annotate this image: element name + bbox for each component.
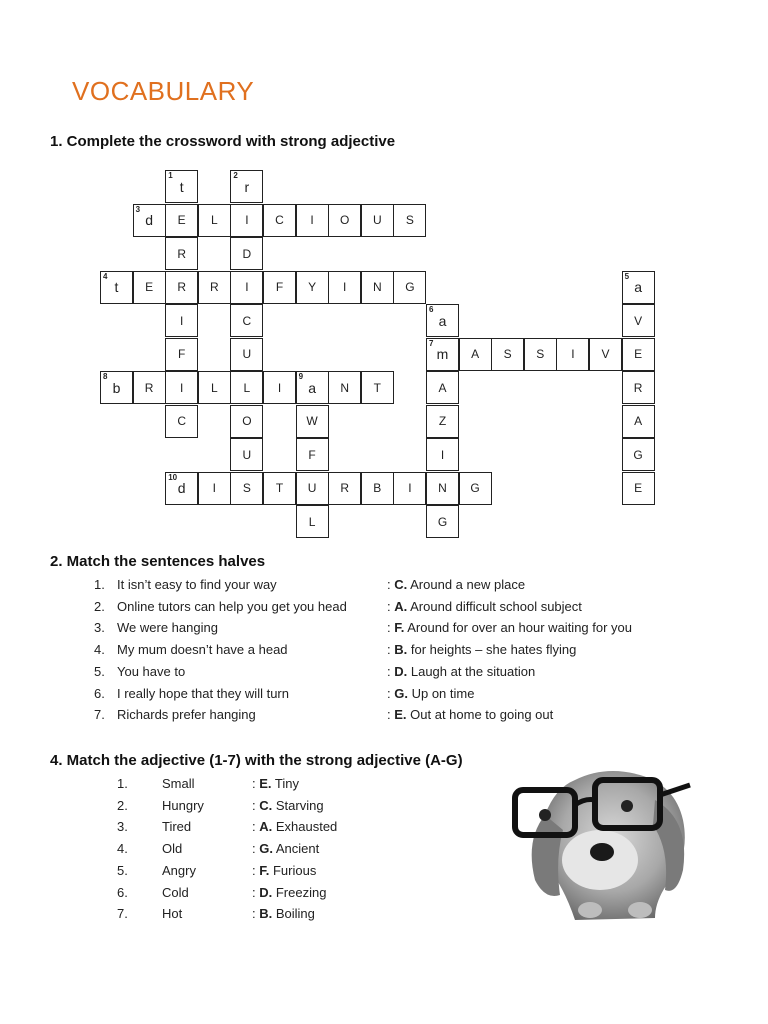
crossword-cell[interactable] <box>230 304 263 337</box>
answer-key: A. <box>259 819 273 835</box>
answer-text: Around for over an hour waiting for you <box>407 620 633 636</box>
item-number: 5. <box>94 663 105 679</box>
list-item <box>0 775 500 793</box>
strong-adjective: : C. Starving <box>252 797 324 813</box>
cell-letter: O <box>340 213 350 227</box>
list-item <box>0 641 768 659</box>
item-number: 5. <box>117 862 128 878</box>
strong-adjective: : B. Boiling <box>252 906 315 922</box>
crossword-cell[interactable] <box>622 371 655 404</box>
crossword-cell[interactable] <box>556 338 589 371</box>
cell-letter: A <box>471 347 480 361</box>
list-item <box>0 797 500 815</box>
answer-text: Up on time <box>411 685 475 701</box>
cell-letter: t <box>179 178 184 195</box>
crossword-cell[interactable] <box>198 204 231 237</box>
answer-key: A. <box>394 598 408 614</box>
answer-text: Boiling <box>275 906 315 922</box>
cell-letter: m <box>436 346 449 362</box>
crossword-cell[interactable] <box>393 204 426 237</box>
cell-letter: I <box>212 481 216 495</box>
sentence-ending: : A. Around difficult school subject <box>387 598 582 614</box>
answer-key: F. <box>394 620 405 636</box>
sentence-start: My mum doesn’t have a head <box>117 642 288 658</box>
cell-letter: R <box>177 280 187 294</box>
cell-letter: L <box>210 380 218 395</box>
crossword-cell[interactable] <box>622 472 655 505</box>
adjective: Old <box>162 841 183 857</box>
item-number: 7. <box>94 707 105 723</box>
cell-letter: Y <box>308 280 317 294</box>
item-number: 6. <box>117 884 128 900</box>
list-item <box>0 619 768 637</box>
crossword-cell[interactable] <box>263 204 296 237</box>
cell-letter: S <box>242 481 251 495</box>
strong-adjective: : A. Exhausted <box>252 819 338 835</box>
crossword-cell[interactable] <box>393 472 426 505</box>
crossword-cell[interactable] <box>459 472 492 505</box>
cell-letter: t <box>114 279 119 295</box>
list-item <box>0 905 500 923</box>
cell-letter: I <box>343 280 347 294</box>
crossword-cell[interactable] <box>296 472 329 505</box>
crossword-cell[interactable] <box>622 405 655 438</box>
adjective: Hungry <box>162 797 204 813</box>
sentence-ending: : D. Laugh at the situation <box>387 663 536 679</box>
crossword-cell[interactable] <box>361 271 394 304</box>
crossword-cell[interactable] <box>133 271 166 304</box>
crossword-cell[interactable] <box>100 371 133 404</box>
list-item <box>0 685 768 703</box>
cell-letter: N <box>438 481 447 495</box>
crossword-cell[interactable] <box>263 271 296 304</box>
answer-key: B. <box>394 642 408 658</box>
crossword-cell[interactable] <box>198 271 231 304</box>
item-number: 4. <box>117 841 128 857</box>
crossword-cell[interactable] <box>230 472 263 505</box>
cell-letter: I <box>180 313 184 328</box>
item-number: 3. <box>117 819 128 835</box>
adjective: Angry <box>162 862 196 878</box>
page-title: VOCABULARY <box>72 76 255 106</box>
cell-letter: T <box>275 481 284 495</box>
answer-text: Exhausted <box>275 819 338 835</box>
dog-with-glasses-image <box>505 760 700 925</box>
cell-letter: b <box>112 379 121 396</box>
answer-key: C. <box>259 797 273 813</box>
clue-number: 8 <box>103 372 108 381</box>
crossword-cell[interactable] <box>100 271 133 304</box>
crossword-cell[interactable] <box>165 472 198 505</box>
crossword-cell[interactable] <box>426 505 459 538</box>
item-number: 3. <box>94 620 105 636</box>
adjective: Tired <box>162 819 192 835</box>
cell-letter: E <box>177 213 186 227</box>
item-number: 2. <box>117 797 128 813</box>
cell-letter: U <box>242 347 252 361</box>
crossword-cell[interactable] <box>263 371 296 404</box>
cell-letter: d <box>177 480 186 496</box>
crossword-cell[interactable] <box>165 338 198 371</box>
cell-letter: Z <box>438 414 447 428</box>
cell-letter: L <box>308 514 316 529</box>
list-item <box>0 884 500 902</box>
item-number: 1. <box>94 577 105 592</box>
crossword-cell[interactable] <box>426 438 459 471</box>
cell-letter: I <box>440 447 445 462</box>
crossword-cell[interactable] <box>328 204 361 237</box>
cell-letter: N <box>372 280 382 294</box>
cell-letter: W <box>306 414 318 428</box>
section-2-heading: 2. Match the sentences halves <box>50 553 266 570</box>
cell-letter: R <box>209 280 219 294</box>
cell-letter: I <box>310 213 314 227</box>
crossword-cell[interactable] <box>165 371 198 404</box>
cell-letter: F <box>275 280 284 294</box>
cell-letter: I <box>245 280 249 294</box>
cell-letter: V <box>601 347 610 361</box>
item-number: 4. <box>94 642 105 658</box>
answer-text: Out at home to going out <box>410 707 554 723</box>
crossword-cell[interactable] <box>296 271 329 304</box>
strong-adjective: : D. Freezing <box>252 884 327 900</box>
sentence-ending: : C. Around a new place <box>387 577 526 592</box>
answer-text: for heights – she hates flying <box>410 642 577 658</box>
clue-number: 3 <box>135 204 141 214</box>
sentence-start: You have to <box>117 663 186 679</box>
cell-letter: r <box>244 178 250 195</box>
cell-letter: G <box>405 280 415 294</box>
crossword-cell[interactable] <box>393 271 426 304</box>
cell-letter: I <box>277 380 282 395</box>
item-number: 2. <box>94 598 105 614</box>
cell-letter: N <box>340 380 350 395</box>
section-1-heading: 1. Complete the crossword with strong adjective <box>50 133 396 150</box>
crossword-cell[interactable] <box>230 338 263 371</box>
crossword-cell[interactable] <box>230 204 263 237</box>
crossword-cell[interactable] <box>426 371 459 404</box>
cell-letter: I <box>180 380 184 395</box>
cell-letter: S <box>536 347 545 361</box>
cell-letter: G <box>470 481 480 495</box>
sentence-ending: : E. Out at home to going out <box>387 707 554 723</box>
cell-letter: a <box>308 379 316 396</box>
answer-text: Around a new place <box>410 577 526 592</box>
sentence-start: Richards prefer hanging <box>117 707 256 723</box>
clue-number: 4 <box>103 271 108 281</box>
list-item <box>0 706 768 724</box>
crossword-cell[interactable] <box>589 338 622 371</box>
clue-number: 2 <box>233 171 238 180</box>
cell-letter: R <box>177 246 187 261</box>
cell-letter: F <box>178 347 186 361</box>
cell-letter: C <box>242 313 252 328</box>
answer-key: G. <box>259 841 273 857</box>
crossword-cell[interactable] <box>328 371 361 404</box>
crossword-cell[interactable] <box>622 438 655 471</box>
cell-letter: d <box>145 212 153 228</box>
crossword-cell[interactable] <box>296 405 329 438</box>
crossword-cell[interactable] <box>426 338 459 371</box>
cell-letter: R <box>340 481 350 495</box>
cell-letter: S <box>503 347 512 361</box>
answer-key: E. <box>259 776 272 791</box>
answer-text: Furious <box>272 862 317 878</box>
crossword-cell[interactable] <box>296 204 329 237</box>
crossword-cell[interactable] <box>133 204 166 237</box>
cell-letter: E <box>634 481 643 495</box>
section-4-heading: 4. Match the adjective (1-7) with the strong adjective (A-G) <box>50 752 463 769</box>
list-item <box>0 840 500 858</box>
crossword-cell[interactable] <box>459 338 492 371</box>
answer-text: Starving <box>275 797 324 813</box>
crossword-cell[interactable] <box>230 170 263 203</box>
answer-key: E. <box>394 707 407 723</box>
item-number: 6. <box>94 685 105 701</box>
crossword-cell[interactable] <box>361 472 394 505</box>
cell-letter: G <box>633 447 643 462</box>
crossword-cell[interactable] <box>165 170 198 203</box>
answer-key: D. <box>394 663 408 679</box>
crossword-cell[interactable] <box>230 237 263 270</box>
crossword-cell[interactable] <box>361 204 394 237</box>
crossword-cell[interactable] <box>524 338 557 371</box>
crossword-cell[interactable] <box>230 271 263 304</box>
crossword-cell[interactable] <box>296 505 329 538</box>
answer-text: Ancient <box>275 841 320 857</box>
answer-text: Laugh at the situation <box>410 663 536 679</box>
sentence-ending: : G. Up on time <box>387 685 475 701</box>
sentence-ending: : B. for heights – she hates flying <box>387 642 577 658</box>
cell-letter: E <box>145 280 154 294</box>
clue-number: 7 <box>429 338 434 348</box>
crossword-cell[interactable] <box>230 405 263 438</box>
crossword-cell[interactable] <box>426 405 459 438</box>
cell-letter: T <box>373 380 381 395</box>
cell-letter: V <box>634 313 643 328</box>
strong-adjective: : F. Furious <box>252 862 317 878</box>
crossword-cell[interactable] <box>361 371 394 404</box>
cell-letter: C <box>275 213 284 227</box>
crossword-cell[interactable] <box>491 338 524 371</box>
crossword-cell[interactable] <box>230 371 263 404</box>
crossword-cell[interactable] <box>328 472 361 505</box>
clue-number: 9 <box>298 372 304 381</box>
cell-letter: L <box>210 213 218 227</box>
cell-letter: I <box>571 347 575 361</box>
item-number: 7. <box>117 906 128 922</box>
crossword-cell[interactable] <box>133 371 166 404</box>
answer-text: Tiny <box>274 776 299 791</box>
list-item <box>0 576 768 594</box>
crossword-cell[interactable] <box>165 204 198 237</box>
sentence-ending: : F. Around for over an hour waiting for you <box>387 620 633 636</box>
crossword-cell[interactable] <box>165 237 198 270</box>
answer-key: B. <box>259 906 273 922</box>
cell-letter: I <box>245 213 249 227</box>
clue-number: 5 <box>624 271 630 281</box>
list-item <box>0 862 500 880</box>
cell-letter: U <box>372 213 382 227</box>
adjective: Hot <box>162 906 183 922</box>
clue-number: 6 <box>429 305 434 314</box>
cell-letter: A <box>634 414 643 428</box>
answer-key: G. <box>394 685 408 701</box>
cell-letter: L <box>243 380 251 395</box>
crossword-cell[interactable] <box>296 438 329 471</box>
crossword-cell[interactable] <box>622 338 655 371</box>
cell-letter: E <box>634 347 643 361</box>
crossword-cell[interactable] <box>165 271 198 304</box>
cell-letter: I <box>408 481 412 495</box>
list-item <box>0 663 768 681</box>
adjective: Cold <box>162 884 189 900</box>
item-number: 1. <box>117 776 128 791</box>
crossword-cell[interactable] <box>426 304 459 337</box>
crossword-cell[interactable] <box>165 304 198 337</box>
answer-key: F. <box>259 862 270 878</box>
crossword-cell[interactable] <box>426 472 459 505</box>
cell-letter: R <box>633 380 643 395</box>
strong-adjective: : G. Ancient <box>252 841 320 857</box>
crossword-cell[interactable] <box>165 405 198 438</box>
crossword-cell[interactable] <box>622 271 655 304</box>
crossword-cell[interactable] <box>198 371 231 404</box>
cell-letter: B <box>373 481 382 495</box>
crossword-cell[interactable] <box>263 472 296 505</box>
cell-letter: O <box>242 414 252 428</box>
cell-letter: G <box>437 514 448 529</box>
clue-number: 1 <box>168 171 173 180</box>
crossword-cell[interactable] <box>198 472 231 505</box>
list-item <box>0 818 500 836</box>
cell-letter: U <box>242 447 252 462</box>
list-item <box>0 598 768 616</box>
cell-letter: a <box>438 312 447 329</box>
strong-adjective: : E. Tiny <box>252 776 299 791</box>
answer-text: Around difficult school subject <box>410 598 582 614</box>
crossword-cell[interactable] <box>296 371 329 404</box>
sentence-start: It isn’t easy to find your way <box>117 577 277 592</box>
cell-letter: S <box>405 213 414 227</box>
cell-letter: C <box>177 414 187 428</box>
clue-number: 10 <box>168 472 178 482</box>
answer-text: Freezing <box>275 884 327 900</box>
crossword-cell[interactable] <box>328 271 361 304</box>
sentence-start: Online tutors can help you get you head <box>117 598 347 614</box>
cell-letter: F <box>308 447 316 462</box>
cell-letter: U <box>307 481 317 495</box>
answer-key: C. <box>394 577 408 592</box>
crossword-cell[interactable] <box>230 438 263 471</box>
sentence-start: I really hope that they will turn <box>117 685 289 701</box>
answer-key: D. <box>259 884 273 900</box>
cell-letter: R <box>144 380 154 395</box>
cell-letter: a <box>634 279 642 295</box>
sentence-start: We were hanging <box>117 620 218 636</box>
crossword-cell[interactable] <box>622 304 655 337</box>
cell-letter: A <box>438 380 447 395</box>
cell-letter: D <box>242 246 252 261</box>
adjective: Small <box>162 776 195 791</box>
